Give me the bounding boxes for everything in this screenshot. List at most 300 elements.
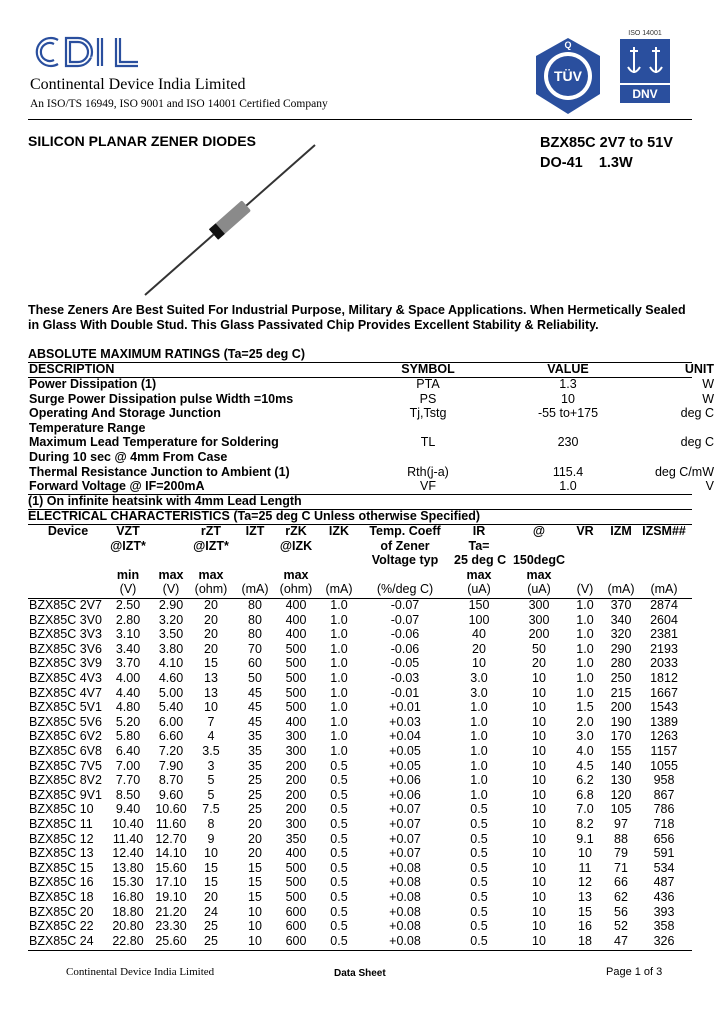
amr-title: ABSOLUTE MAXIMUM RATINGS (Ta=25 deg C) (28, 347, 305, 361)
ec-cell: 7.70 (115, 773, 141, 788)
ec-header-cell: min (116, 568, 140, 582)
ec-cell: 370 (610, 598, 632, 612)
package-rating: DO-41 1.3W (540, 155, 633, 171)
amr-unit: deg C (680, 435, 714, 450)
ec-cell: 35 (248, 729, 262, 744)
ec-cell: 20 (204, 641, 218, 656)
ec-cell: 2.50 (115, 598, 141, 612)
ec-header-cell: (mA) (607, 582, 635, 596)
ec-header-cell: (mA) (325, 582, 353, 596)
ec-cell: +0.06 (389, 773, 421, 788)
amr-row (28, 450, 692, 465)
ec-device-name: BZX85C 9V1 (29, 787, 102, 802)
ec-header-cell: 150degC (512, 553, 566, 567)
ec-cell: 300 (528, 612, 550, 627)
ec-cell: 656 (653, 831, 675, 846)
ec-cell: 15 (204, 875, 218, 890)
amr-symbol: Tj,Tstg (409, 406, 447, 421)
ec-cell: 5.00 (158, 685, 184, 700)
ec-cell: 200 (285, 787, 307, 802)
ec-cell: 7.20 (158, 744, 184, 758)
ec-header-cell: IZSM## (642, 524, 686, 538)
ec-device-name: BZX85C 8V2 (29, 773, 102, 788)
ec-cell: 9.1 (576, 831, 594, 846)
ec-cell: 200 (610, 700, 632, 715)
ec-cell: 4.00 (115, 671, 141, 685)
ec-cell: 487 (653, 875, 675, 890)
amr-row (28, 377, 714, 392)
ec-header-cell: max (198, 568, 224, 582)
ec-cell: 105 (610, 802, 632, 817)
ec-cell: 11 (578, 860, 592, 875)
ec-cell: 280 (610, 656, 632, 671)
ec-device-name: BZX85C 20 (29, 904, 94, 919)
ec-header-cell: (uA) (467, 582, 491, 596)
ec-rule-bottom (28, 950, 692, 951)
ec-header-cell: IZM (610, 524, 632, 538)
ec-cell: 13 (204, 685, 218, 700)
ec-header-cell: (V) (162, 582, 180, 596)
ec-cell: 60 (248, 656, 262, 671)
amr-description: Forward Voltage @ IF=200mA (29, 479, 205, 494)
dnv-iso-label: ISO 14001 (628, 30, 662, 37)
ec-cell: 0.5 (330, 817, 348, 831)
ec-cell: 79 (614, 846, 628, 861)
amr-row (28, 464, 714, 480)
ec-cell: 4.0 (576, 744, 594, 758)
amr-row (28, 391, 714, 407)
ec-device-name: BZX85C 11 (29, 817, 93, 831)
ec-header-cell: (V) (576, 582, 594, 596)
ec-cell: 52 (614, 919, 628, 934)
ec-cell: 1.0 (470, 729, 488, 744)
ec-cell: -0.06 (390, 641, 420, 656)
amr-header-symbol: SYMBOL (401, 362, 455, 376)
ec-cell: 1.0 (576, 656, 594, 671)
ec-table-row (0, 890, 720, 905)
amr-header-description: DESCRIPTION (29, 362, 115, 376)
ec-device-name: BZX85C 10 (29, 802, 94, 817)
ec-cell: 500 (285, 656, 307, 671)
ec-device-name: BZX85C 22 (29, 919, 94, 934)
ec-cell: 1055 (650, 758, 678, 773)
ec-cell: 190 (610, 714, 632, 729)
ec-header-cell: @IZK (279, 539, 313, 553)
ec-cell: +0.03 (389, 714, 421, 729)
ec-cell: 8.50 (115, 787, 141, 802)
ec-cell: 326 (653, 933, 675, 948)
ec-cell: 200 (528, 627, 550, 642)
ec-cell: +0.05 (389, 758, 421, 773)
ec-cell: 15 (204, 860, 218, 875)
ec-header-cell: (V) (119, 582, 137, 596)
ec-cell: 6.60 (158, 729, 184, 744)
ec-cell: 1.0 (470, 787, 488, 802)
ec-cell: 10 (532, 700, 546, 715)
amr-unit: V (705, 479, 714, 494)
ec-cell: 14.10 (155, 846, 187, 861)
ec-cell: 10 (532, 817, 546, 831)
ec-cell: 15 (578, 904, 592, 919)
ec-cell: 393 (653, 904, 675, 919)
ec-cell: 16.80 (112, 890, 144, 904)
ec-cell: 20 (248, 831, 262, 846)
ec-cell: 200 (285, 758, 307, 773)
ec-cell: 25 (248, 787, 262, 802)
ec-cell: 120 (610, 787, 632, 802)
amr-symbol: PS (419, 391, 437, 406)
ec-cell: 20 (248, 846, 262, 861)
ec-cell: 17.10 (155, 875, 187, 890)
ec-device-name: BZX85C 3V6 (29, 641, 102, 656)
ec-cell: 35 (248, 744, 262, 758)
amr-value: -55 to+175 (537, 406, 599, 421)
amr-unit: deg C (680, 406, 714, 421)
ec-cell: 0.5 (470, 802, 488, 817)
ec-cell: 45 (248, 685, 262, 700)
footer-doc-type: Data Sheet (334, 968, 386, 979)
ec-cell: 0.5 (470, 860, 488, 875)
ec-cell: 3.40 (115, 641, 141, 656)
ec-header-cell: @ (532, 524, 546, 538)
ec-cell: 7.5 (202, 802, 220, 817)
ec-header-cell: max (158, 568, 184, 582)
ec-cell: 1.0 (330, 729, 348, 744)
ec-table-row (0, 744, 720, 759)
amr-description: Maximum Lead Temperature for Soldering (29, 435, 279, 450)
product-description: These Zeners Are Best Suited For Industrial Purpose, Military & Space Applications. When Hermetically Sealed in Glass With Double Stud. This Glass Passivated Chip Provides Excellent Stability & Reliability. (28, 303, 686, 332)
ec-cell: 20 (248, 817, 262, 831)
ec-cell: 1.0 (470, 700, 488, 715)
ec-cell: 1157 (650, 744, 678, 758)
ec-cell: 340 (610, 612, 632, 627)
ec-cell: 5 (207, 773, 215, 788)
ec-cell: 11.40 (112, 831, 144, 846)
ec-cell: 20 (204, 627, 218, 642)
ec-cell: 4.10 (158, 656, 184, 671)
ec-cell: 66 (614, 875, 628, 890)
ec-cell: 1.0 (470, 758, 488, 773)
ec-cell: 3.5 (202, 744, 220, 758)
cdil-logo (28, 30, 148, 74)
anchor-icon (620, 39, 670, 83)
ec-cell: 15.30 (112, 875, 144, 890)
ec-cell: 500 (285, 700, 307, 715)
ec-cell: 10 (532, 685, 546, 700)
ec-cell: +0.07 (389, 846, 421, 861)
ec-header-cell: of Zener (380, 539, 430, 553)
ec-cell: 0.5 (330, 890, 348, 904)
ec-cell: 2193 (650, 641, 678, 656)
ec-device-name: BZX85C 24 (29, 933, 94, 948)
ec-cell: 534 (653, 860, 675, 875)
ec-device-name: BZX85C 6V2 (29, 729, 102, 744)
svg-text:TÜV: TÜV (554, 68, 582, 84)
ec-table-row (0, 715, 720, 730)
ec-cell: 40 (472, 627, 486, 642)
ec-cell: 50 (532, 641, 546, 656)
ec-cell: 2604 (650, 612, 678, 627)
ec-cell: 1.0 (330, 685, 348, 700)
amr-description: Surge Power Dissipation pulse Width =10ms (29, 391, 294, 406)
ec-cell: +0.01 (389, 700, 421, 715)
ec-cell: 9.40 (115, 802, 141, 817)
ec-header-cell: @IZT* (193, 539, 229, 553)
header-rule (28, 119, 692, 120)
ec-cell: 0.5 (330, 875, 348, 890)
ec-cell: 4.5 (576, 758, 594, 773)
ec-cell: +0.05 (389, 744, 421, 758)
ec-cell: 0.5 (470, 846, 488, 861)
ec-cell: 8.2 (576, 817, 594, 831)
ec-cell: 0.5 (330, 773, 348, 788)
ec-table-row (0, 832, 720, 847)
amr-value: 1.0 (559, 479, 577, 494)
ec-cell: 500 (285, 860, 307, 875)
ec-cell: 1.0 (470, 714, 488, 729)
ec-cell: 0.5 (470, 831, 488, 846)
ec-cell: 0.5 (470, 919, 488, 934)
ec-header-cell: (%/deg C) (376, 582, 434, 596)
ec-cell: -0.06 (390, 627, 420, 642)
ec-cell: 300 (285, 744, 307, 758)
ec-cell: 290 (610, 641, 632, 656)
ec-header-cell: (mA) (650, 582, 678, 596)
ec-header-cell: @IZT* (110, 539, 146, 553)
ec-cell: 500 (285, 641, 307, 656)
ec-cell: 0.5 (470, 890, 488, 904)
ec-cell: 1.0 (330, 641, 348, 656)
ec-cell: 12.40 (112, 846, 144, 861)
ec-cell: 300 (285, 817, 307, 831)
ec-cell: 62 (614, 890, 628, 904)
amr-row (28, 421, 692, 436)
ec-cell: 10 (532, 773, 546, 788)
ec-cell: 250 (610, 671, 632, 685)
amr-unit: deg C/mW (654, 464, 714, 479)
ec-cell: 300 (285, 729, 307, 744)
ec-cell: 10 (532, 933, 546, 948)
svg-text:Q: Q (564, 40, 572, 50)
footer-page: Page 1 of 3 (606, 966, 663, 978)
ec-cell: 600 (285, 933, 307, 948)
ec-cell: 400 (285, 598, 307, 612)
ec-table-row (0, 729, 720, 744)
ec-device-name: BZX85C 5V6 (29, 714, 102, 729)
ec-table-row (0, 598, 720, 613)
ec-cell: 1389 (650, 714, 678, 729)
ec-cell: 150 (468, 598, 490, 612)
ec-cell: 15 (248, 890, 262, 904)
ec-cell: 7.00 (115, 758, 141, 773)
ec-cell: 1.0 (330, 714, 348, 729)
ec-cell: 8.70 (158, 773, 184, 788)
ec-cell: 1.5 (576, 700, 594, 715)
ec-cell: +0.08 (389, 860, 421, 875)
ec-cell: 1.0 (330, 612, 348, 627)
ec-cell: 0.5 (330, 919, 348, 934)
ec-cell: 12.70 (155, 831, 187, 846)
ec-table-row (0, 919, 720, 934)
ec-cell: 8 (207, 817, 215, 831)
ec-cell: -0.07 (390, 598, 420, 612)
amr-row (28, 406, 714, 421)
ec-header-cell: Voltage typ (371, 553, 439, 567)
ec-cell: 25.60 (155, 933, 187, 948)
ec-cell: 10 (578, 846, 592, 861)
ec-header-cell: Device (47, 524, 89, 538)
ec-cell: 0.5 (470, 904, 488, 919)
ec-cell: 1.0 (470, 773, 488, 788)
ec-cell: 10 (532, 714, 546, 729)
ec-cell: 18.80 (112, 904, 144, 919)
ec-cell: 958 (653, 773, 675, 788)
ec-cell: 10 (532, 802, 546, 817)
ec-cell: 6.8 (576, 787, 594, 802)
ec-device-name: BZX85C 3V0 (29, 612, 102, 627)
ec-cell: +0.07 (389, 831, 421, 846)
ec-cell: 3.0 (470, 671, 488, 685)
ec-header-cell: IZK (328, 524, 350, 538)
amr-value: 230 (557, 435, 579, 450)
ec-header-cell: Ta= (468, 539, 490, 553)
ec-table-row (0, 627, 720, 642)
amr-value: 1.3 (559, 377, 577, 391)
ec-cell: 350 (285, 831, 307, 846)
ec-cell: 1812 (650, 671, 678, 685)
ec-cell: 15 (248, 860, 262, 875)
ec-cell: 3 (207, 758, 215, 773)
certifications-line: An ISO/TS 16949, ISO 9001 and ISO 14001 Certified Company (30, 98, 328, 110)
ec-cell: 200 (285, 773, 307, 788)
ec-cell: 13 (578, 890, 592, 904)
ec-header-cell: IR (472, 524, 486, 538)
ec-cell: 10 (532, 890, 546, 904)
ec-cell: -0.07 (390, 612, 420, 627)
ec-cell: 200 (285, 802, 307, 817)
ec-table-row (0, 817, 720, 832)
ec-header-cell: (ohm) (194, 582, 228, 596)
ec-cell: 0.5 (470, 875, 488, 890)
ec-header-cell: VZT (116, 524, 140, 538)
ec-cell: 15 (204, 656, 218, 671)
ec-cell: +0.04 (389, 729, 421, 744)
ec-cell: 10 (532, 846, 546, 861)
ec-cell: 10 (532, 860, 546, 875)
ec-cell: 500 (285, 890, 307, 904)
ec-cell: 25 (248, 802, 262, 817)
ec-cell: 400 (285, 627, 307, 642)
ec-cell: 35 (248, 758, 262, 773)
amr-description: Temperature Range (29, 420, 146, 435)
ec-cell: 3.0 (470, 685, 488, 700)
ec-cell: 130 (610, 773, 632, 788)
ec-cell: 4 (207, 729, 215, 744)
ec-cell: 600 (285, 919, 307, 934)
ec-cell: 1.0 (576, 598, 594, 612)
ec-cell: 2.80 (115, 612, 141, 627)
ec-header-cell: max (466, 568, 492, 582)
amr-value: 10 (561, 391, 575, 406)
ec-header-cell: max (526, 568, 552, 582)
ec-header-cell: Temp. Coeff (369, 524, 441, 538)
ec-cell: 20 (532, 656, 546, 671)
ec-cell: 88 (614, 831, 628, 846)
amr-description: Thermal Resistance Junction to Ambient (1) (29, 464, 290, 479)
ec-cell: 0.5 (330, 787, 348, 802)
ec-cell: 22.80 (112, 933, 144, 948)
ec-device-name: BZX85C 2V7 (29, 598, 102, 612)
ec-device-name: BZX85C 4V7 (29, 685, 102, 700)
ec-header-cell: rZK (285, 524, 307, 538)
ec-cell: 10 (532, 671, 546, 685)
ec-cell: -0.05 (390, 656, 420, 671)
ec-cell: 10 (204, 846, 218, 861)
ec-cell: 591 (653, 846, 675, 861)
ec-cell: +0.07 (389, 802, 421, 817)
ec-title: ELECTRICAL CHARACTERISTICS (Ta=25 deg C Unless otherwise Specified) (28, 509, 481, 523)
company-name: Continental Device India Limited (30, 76, 246, 93)
ec-cell: -0.01 (390, 685, 420, 700)
amr-symbol: VF (420, 479, 436, 494)
ec-table-row (0, 788, 720, 803)
amr-note: (1) On infinite heatsink with 4mm Lead Length (28, 494, 302, 508)
amr-value: 115.4 (552, 464, 584, 479)
amr-header-unit: UNIT (684, 362, 714, 376)
ec-cell: 1.0 (470, 744, 488, 758)
ec-device-name: BZX85C 3V9 (29, 656, 102, 671)
ec-cell: 1543 (650, 700, 678, 715)
ec-cell: 140 (610, 758, 632, 773)
ec-table-row (0, 905, 720, 920)
ec-header-cell: (mA) (241, 582, 269, 596)
ec-cell: 24 (204, 904, 218, 919)
ec-cell: +0.08 (389, 904, 421, 919)
ec-device-name: BZX85C 7V5 (29, 758, 102, 773)
ec-cell: 10 (248, 933, 262, 948)
ec-cell: 2381 (650, 627, 678, 642)
ec-cell: 1.0 (330, 700, 348, 715)
tuv-certification-logo (528, 36, 608, 116)
ec-cell: 786 (653, 802, 675, 817)
ec-device-name: BZX85C 15 (29, 860, 94, 875)
ec-cell: 5.20 (115, 714, 141, 729)
ec-cell: 25 (204, 933, 218, 948)
ec-table-row (0, 671, 720, 686)
ec-cell: 10 (248, 904, 262, 919)
ec-cell: 4.60 (158, 671, 184, 685)
ec-device-name: BZX85C 13 (29, 846, 94, 861)
ec-cell: 20 (204, 890, 218, 904)
amr-header-row (28, 362, 714, 377)
ec-cell: 45 (248, 700, 262, 715)
amr-unit: W (702, 377, 714, 391)
ec-cell: 11.60 (155, 817, 187, 831)
ec-cell: 0.5 (330, 860, 348, 875)
ec-cell: 400 (285, 714, 307, 729)
ec-cell: +0.08 (389, 919, 421, 934)
ec-cell: 5 (207, 787, 215, 802)
ec-cell: 0.5 (330, 933, 348, 948)
ec-cell: 600 (285, 904, 307, 919)
ec-cell: 3.50 (158, 627, 184, 642)
ec-cell: 1.0 (330, 671, 348, 685)
ec-cell: 20 (204, 598, 218, 612)
ec-cell: 100 (468, 612, 490, 627)
ec-cell: 3.70 (115, 656, 141, 671)
ec-cell: 13 (204, 671, 218, 685)
ec-cell: +0.07 (389, 817, 421, 831)
